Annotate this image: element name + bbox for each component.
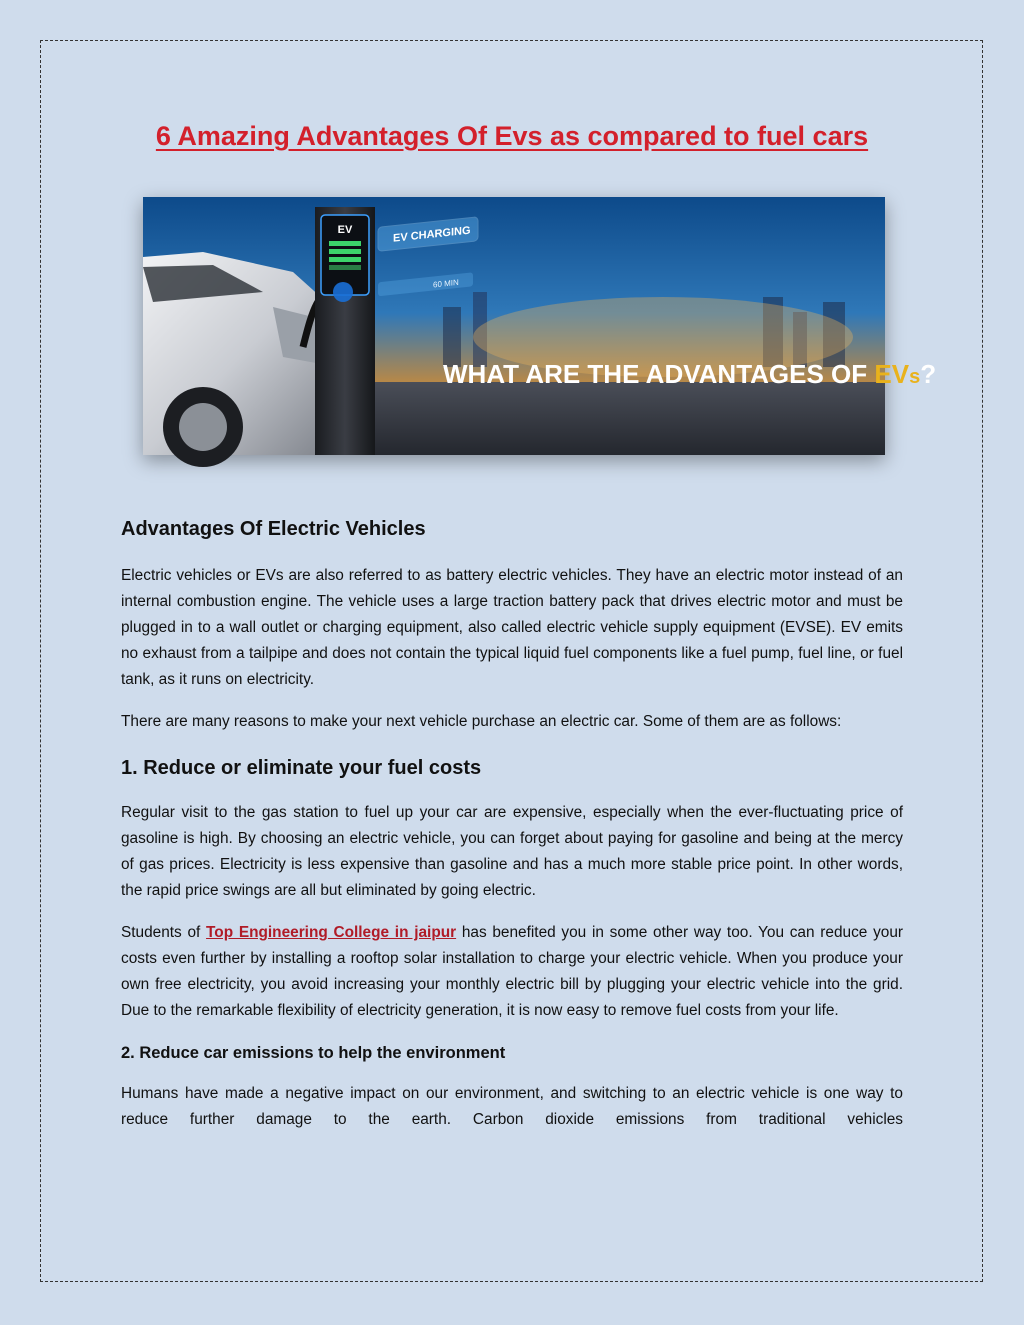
college-link[interactable]: Top Engineering College in jaipur [206, 924, 457, 941]
paragraph-students-lead: Students of [121, 924, 207, 941]
section-heading-emissions: 2. Reduce car emissions to help the environment [121, 1044, 506, 1062]
banner-headline-ev: EV [874, 359, 910, 389]
ev-charging-sign: EV CHARGING [393, 224, 471, 245]
paragraph-fuel-costs: Regular visit to the gas station to fuel up your car are expensive, especially when the ever-fluctuating price of gasoline is high. By choosing an electric vehicle, you can forget about paying for gasoline and being at the mercy of gas prices. Electricity is less expensive than gasoline and has a much more stable price point. In other words, the rapid price swings are all but eliminated by going electric. [121, 804, 903, 899]
charge-time: 60 MIN [433, 277, 459, 290]
banner-headline-main: WHAT ARE THE ADVANTAGES OF [443, 359, 875, 389]
paragraph-students-rest: has benefited you in some other way too. You can reduce your costs even further by installing a rooftop solar installation to charge your electric vehicle. When you produce your own free electricity, you avoid increasing your monthly electric bill by plugging your electric vehicle into the grid. Due to the remarkable flexibility of electricity generation, it is now easy to remove fuel costs from your life. [121, 924, 904, 1019]
article-body [121, 518, 903, 1133]
charger-label: EV [337, 224, 353, 236]
paragraph-students [121, 920, 903, 1024]
paragraph-reasons: There are many reasons to make your next vehicle purchase an electric car. Some of them are as follows: [121, 713, 842, 730]
section-heading-advantages: Advantages Of Electric Vehicles [121, 518, 426, 540]
banner-headline [443, 359, 936, 389]
page-title: 6 Amazing Advantages Of Evs as compared to fuel cars [155, 121, 869, 151]
banner-headline-s: s [909, 366, 921, 388]
banner-image [143, 197, 937, 455]
banner-headline-q: ? [920, 359, 937, 389]
section-heading-fuel-costs: 1. Reduce or eliminate your fuel costs [121, 757, 482, 779]
paragraph-emissions: Humans have made a negative impact on our environment, and switching to an electric vehicle is one way to reduce further damage to the earth. Carbon dioxide emissions from traditional vehicles [121, 1085, 903, 1128]
paragraph-ev-intro: Electric vehicles or EVs are also referred to as battery electric vehicles. They have an electric motor instead of an internal combustion engine. The vehicle uses a large traction battery pack that drives electric motor and must be plugged in to a wall outlet or charging equipment, also called electric vehicle supply equipment (EVSE). EV emits no exhaust from a tailpipe and does not contain the typical liquid fuel components like a fuel pump, fuel line, or fuel tank, as it runs on electricity. [121, 567, 903, 688]
